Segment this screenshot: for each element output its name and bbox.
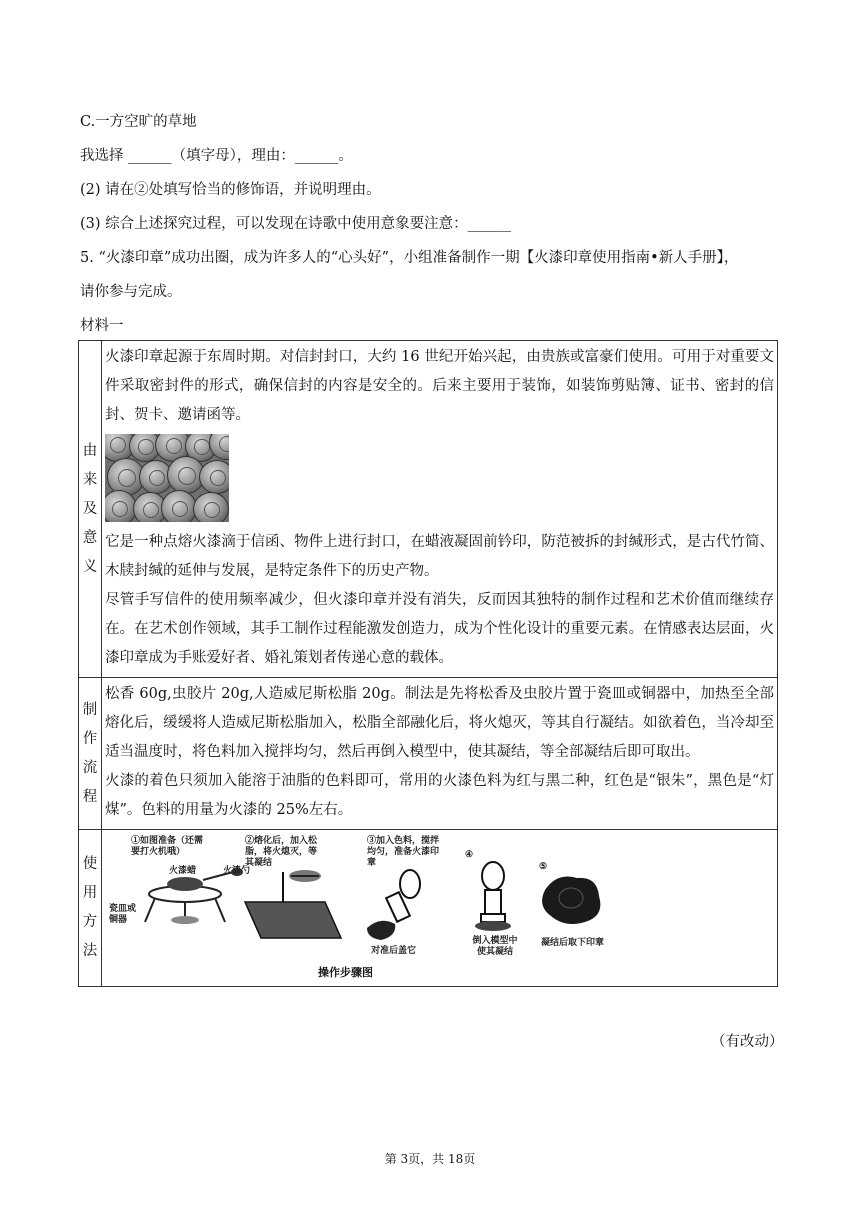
- label-char: 使: [82, 856, 98, 872]
- origin-paragraph-1: 火漆印章起源于东周时期。对信封封口，大约 16 世纪开始兴起，由贵族或富豪们使用。可用于对重要文件采取密封件的形式，确保信封的内容是安全的。后来主要用于装饰，如装饰剪贴簿、证书、密封的信封、贺卡、邀请函等。: [105, 349, 774, 423]
- row-label-usage: [79, 830, 102, 987]
- step2-drawing: [245, 870, 341, 938]
- step4-caption: 倒入模型中使其凝结: [472, 936, 518, 957]
- revision-note: （有改动）: [711, 1034, 784, 1050]
- option-c: C.一方空旷的草地: [80, 114, 197, 130]
- question-5-line1: 5. “火漆印章”成功出圈，成为许多人的“心头好”，小组准备制作一期【火漆印章使用指南•新人手册】，: [80, 250, 739, 266]
- origin-paragraph-2: 它是一种点熔火漆滴于信函、物件上进行封口，在蜡液凝固前钤印，防范被拆的封缄形式，是古代竹简、木牍封缄的延伸与发展，是特定条件下的历史产物。: [105, 534, 774, 579]
- step1-caption: ①如图准备（还需要打火机哦）: [131, 836, 204, 857]
- label-char: 流: [82, 759, 98, 776]
- step1-label-dish: 瓷皿或铜器: [109, 904, 137, 925]
- page-number: 第 3页，共 18页: [384, 1152, 476, 1166]
- material-heading: 材料一: [80, 318, 124, 334]
- operation-steps-figure: [105, 832, 774, 982]
- step5-number: ⑤: [539, 862, 548, 872]
- step4-drawing: [475, 862, 511, 931]
- label-char: 程: [82, 788, 98, 805]
- step3-caption: ③加入色料，搅拌均匀，准备火漆印章: [367, 836, 440, 868]
- label-char: 由: [82, 442, 98, 459]
- label-char: 及: [82, 500, 98, 517]
- row-usage: [79, 830, 778, 987]
- row-label-origin: [79, 341, 102, 678]
- process-paragraph-1: 松香 60g,虫胶片 20g,人造威尼斯松脂 20g。制法是先将松香及虫胶片置于瓷皿或铜器中，加热至全部熔化后，缓缓将人造威尼斯松脂加入，松脂全部融化后，将火熄灭，等其自行凝结。如欲着色，当冷却至适当温度时，将色料加入搅拌均匀，然后再倒入模型中，使其凝结，等全部凝结后即可取出。: [105, 686, 774, 760]
- wax-seals-photo: [105, 434, 229, 522]
- row-body-origin: [102, 341, 778, 678]
- step5-caption: 凝结后取下印章: [541, 938, 605, 948]
- process-paragraph-2: 火漆的着色只须加入能溶于油脂的色料即可，常用的火漆色料为红与黑二种，红色是“银朱”，黑色是“灯煤”。色料的用量为火漆的 25%左右。: [105, 773, 774, 818]
- row-label-process: [79, 678, 102, 830]
- question-3: (3) 综合上述探究过程，可以发现在诗歌中使用意象要注意：______: [80, 216, 512, 232]
- label-char: 法: [82, 943, 98, 959]
- step5-drawing: [542, 877, 600, 925]
- question-5-line2: 请你参与完成。: [80, 284, 182, 300]
- step2-caption: ②熔化后，加入松脂，将火熄灭，等其凝结: [245, 836, 318, 868]
- row-body-process: [102, 678, 778, 830]
- material-table: [78, 340, 778, 987]
- step1-label-spoon: 火漆勺: [223, 866, 251, 876]
- label-char: 意: [82, 529, 98, 546]
- step3-sub-caption: 对准后盖它: [371, 946, 417, 956]
- question-2: (2) 请在②处填写恰当的修饰语，并说明理由。: [80, 182, 381, 198]
- origin-paragraph-3: 尽管手写信件的使用频率减少，但火漆印章并没有消失，反而因其独特的制作过程和艺术价值而继续存在。在艺术创作领域，其手工制作过程能激发创造力，成为个性化设计的重要元素。在情感表达层面，火漆印章成为手账爱好者、婚礼策划者传递心意的载体。: [105, 592, 774, 666]
- label-char: 方: [82, 914, 98, 930]
- choice-prompt: 我选择 ______（填字母），理由：______。: [80, 148, 353, 164]
- label-char: 义: [82, 558, 98, 575]
- row-body-usage: [102, 830, 778, 987]
- steps-figure-title: 操作步骤图: [318, 966, 373, 979]
- label-char: 作: [82, 730, 98, 747]
- step1-label-wax: 火漆蜡: [169, 866, 197, 876]
- step4-number: ④: [465, 850, 474, 860]
- step3-drawing: [367, 870, 420, 940]
- label-char: 用: [82, 885, 98, 901]
- label-char: 来: [82, 471, 98, 488]
- row-origin: [79, 341, 778, 678]
- row-process: [79, 678, 778, 830]
- label-char: 制: [82, 701, 98, 718]
